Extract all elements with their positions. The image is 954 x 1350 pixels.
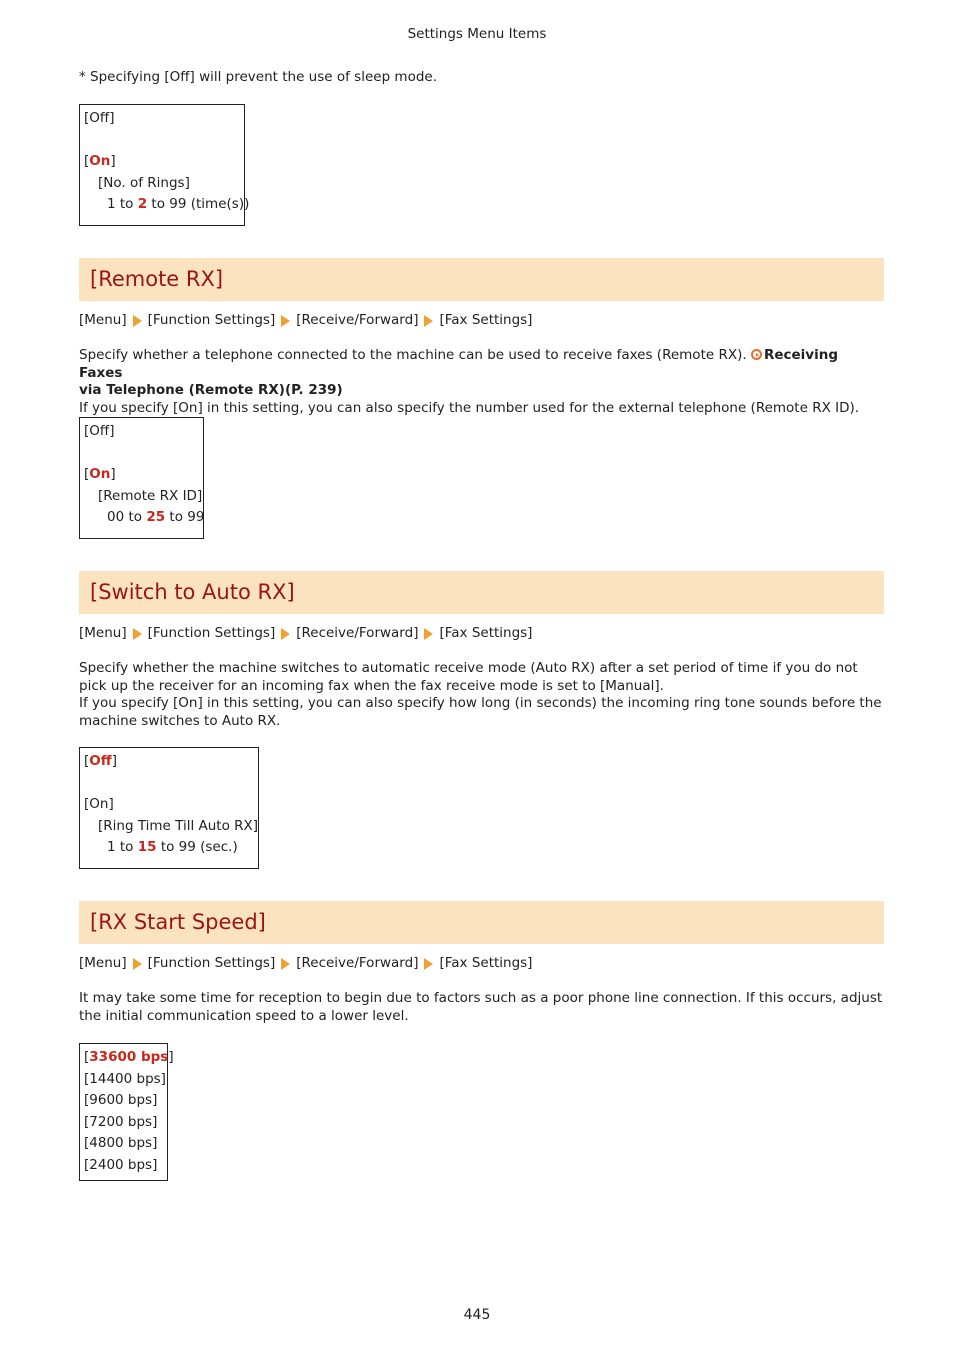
description: It may take some time for reception to begin due to factors such as a poor phone line connection. If this occurs, adjust the initial communication speed to a lower level. xyxy=(79,990,883,1024)
sub-setting-label: [No. of Rings] xyxy=(98,174,190,191)
breadcrumb-item: [Receive/Forward] xyxy=(296,955,419,971)
description: Specify whether a telephone connected to the machine can be used to receive faxes (Remote RX). Receiving Faxes via Telephone (Remote RX)(P. 239) If you specify [On] in this setting, you can also specify the number used for the external telephone (Remote RX ID). xyxy=(79,347,860,416)
section-title-remote-rx: [Remote RX] xyxy=(79,258,884,301)
description: Specify whether the machine switches to automatic receive mode (Auto RX) after a set period of time if you do not pick up the receiver for an incoming fax when the fax receive mode is set to [Manual]. If you specify [On] in this setting, you can also specify how long (in seconds) the incoming ring tone sounds before the machine switches to Auto RX. xyxy=(79,660,882,729)
option-off: [Off] xyxy=(84,423,115,439)
rings-settings-box xyxy=(79,104,250,226)
sub-setting-label: [Remote RX ID] xyxy=(98,487,203,504)
option: [14400 bps] xyxy=(84,1070,166,1087)
sleep-mode-note: * Specifying [Off] will prevent the use of sleep mode. xyxy=(79,69,438,85)
breadcrumb-item: [Receive/Forward] xyxy=(296,625,419,641)
arrow-right-icon xyxy=(133,315,142,327)
value-range: 00 to 25 to 99 xyxy=(107,509,205,525)
arrow-right-icon xyxy=(133,628,142,640)
breadcrumb xyxy=(79,312,532,330)
arrow-right-icon xyxy=(424,628,433,640)
option: [7200 bps] xyxy=(84,1113,158,1130)
spacer xyxy=(84,445,199,467)
arrow-right-icon xyxy=(424,958,433,970)
arrow-right-icon xyxy=(281,315,290,327)
breadcrumb-item: [Function Settings] xyxy=(147,625,276,641)
default-value: 33600 bps xyxy=(89,1049,169,1065)
breadcrumb-item: [Fax Settings] xyxy=(439,955,533,971)
spacer xyxy=(84,775,254,797)
value-range: 1 to 15 to 99 (sec.) xyxy=(107,839,238,855)
option-off: [Off] xyxy=(84,110,115,126)
arrow-right-icon xyxy=(281,628,290,640)
breadcrumb-item: [Receive/Forward] xyxy=(296,312,419,328)
default-value: Off xyxy=(89,753,112,769)
page-number: 445 xyxy=(463,1307,491,1323)
remote-rx-link-cont[interactable]: via Telephone (Remote RX)(P. 239) xyxy=(79,382,343,398)
rx-speed-settings-box xyxy=(79,1043,174,1181)
breadcrumb-item: [Function Settings] xyxy=(147,312,276,328)
arrow-right-icon xyxy=(281,958,290,970)
spacer xyxy=(84,132,240,154)
section-title-switch-to-auto-rx: [Switch to Auto RX] xyxy=(79,571,884,614)
sub-setting-label: [Ring Time Till Auto RX] xyxy=(98,817,259,834)
default-value: 2 xyxy=(137,196,148,212)
default-value: 25 xyxy=(146,509,166,525)
option-default: [33600 bps] xyxy=(84,1049,174,1065)
breadcrumb-item: [Menu] xyxy=(79,955,127,971)
default-value: 15 xyxy=(137,839,157,855)
breadcrumb-item: [Fax Settings] xyxy=(439,625,533,641)
default-value: On xyxy=(89,466,111,482)
option-on: [On] xyxy=(84,796,114,812)
option-off: [Off] xyxy=(84,753,117,769)
breadcrumb-item: [Menu] xyxy=(79,625,127,641)
option: [2400 bps] xyxy=(84,1156,158,1173)
remote-rx-settings-box xyxy=(79,417,204,539)
option: [4800 bps] xyxy=(84,1135,158,1151)
option-on: [On] xyxy=(84,153,116,169)
breadcrumb-item: [Menu] xyxy=(79,312,127,328)
breadcrumb xyxy=(79,625,532,643)
section-title-rx-start-speed: [RX Start Speed] xyxy=(79,901,884,944)
remote-rx-link[interactable]: Receiving Faxes xyxy=(79,347,838,381)
option: [9600 bps] xyxy=(84,1092,158,1108)
option-on: [On] xyxy=(84,466,116,482)
breadcrumb-item: [Function Settings] xyxy=(147,955,276,971)
arrow-right-icon xyxy=(424,315,433,327)
default-value: On xyxy=(89,153,111,169)
auto-rx-settings-box xyxy=(79,747,259,869)
breadcrumb-item: [Fax Settings] xyxy=(439,312,533,328)
arrow-right-icon xyxy=(133,958,142,970)
page-header: Settings Menu Items xyxy=(407,26,547,42)
value-range: 1 to 2 to 99 (time(s)) xyxy=(107,196,250,212)
link-arrow-icon xyxy=(751,349,762,360)
breadcrumb xyxy=(79,955,532,973)
